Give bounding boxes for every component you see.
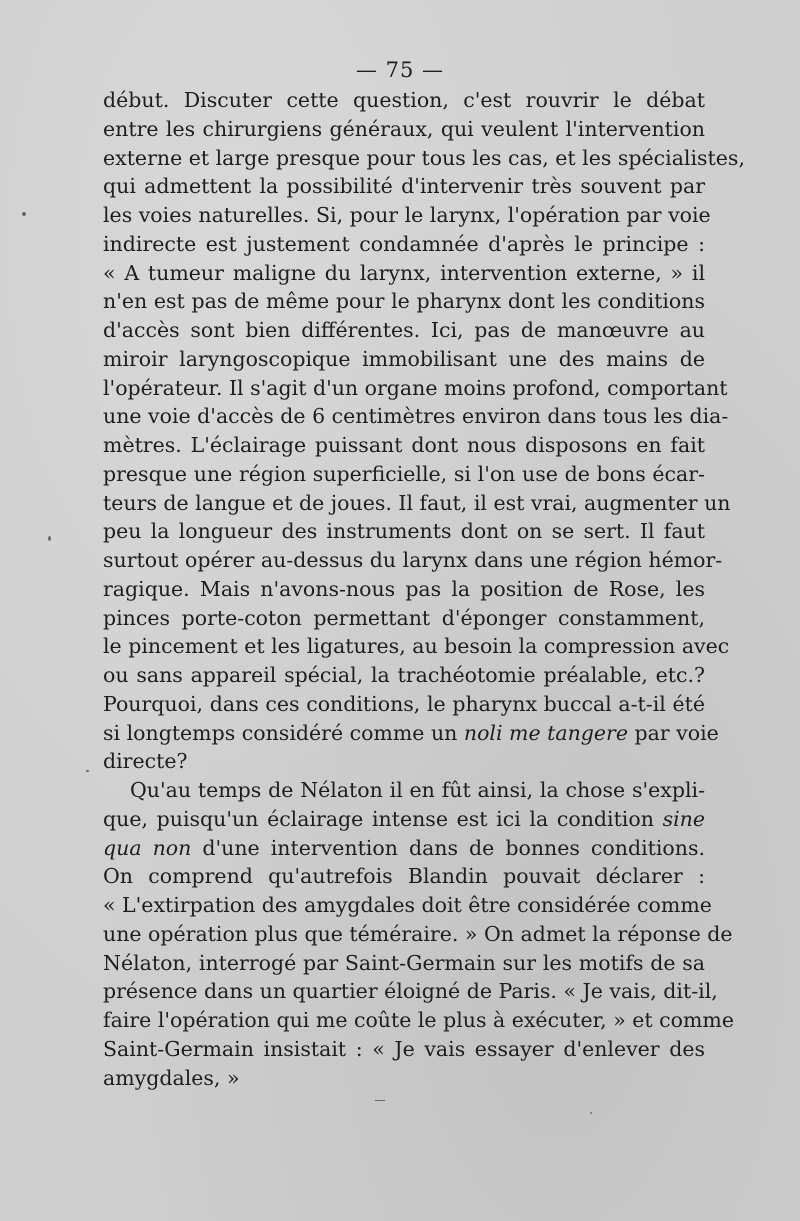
text-line: faire l'opération qui me coûte le plus à exécuter, » et comme	[103, 1008, 734, 1032]
text-line: On comprend qu'autrefois Blandin pouvait déclarer :	[103, 864, 705, 889]
text-line: présence dans un quartier éloigné de Paris. « Je vais, dit-il,	[103, 979, 718, 1004]
text-line: qui admettent la possibilité d'intervenir très souvent par	[103, 174, 705, 199]
text-line: amygdales, »	[103, 1065, 240, 1090]
paragraph-2	[103, 776, 734, 1092]
body-text	[103, 86, 745, 1092]
text-line: presque une région superficielle, si l'on use de bons écar-	[103, 461, 705, 486]
text-line: Pourquoi, dans ces conditions, le pharynx buccal a-t-il été	[103, 691, 705, 716]
text-line: peu la longueur des instruments dont on se sert. Il faut	[103, 519, 705, 544]
text-line: « A tumeur maligne du larynx, intervention externe, » il	[103, 260, 705, 285]
text-line: Saint-Germain insistait : « Je vais essayer d'enlever des	[103, 1036, 705, 1061]
text-line: le pincement et les ligatures, au besoin la compression avec	[103, 634, 730, 659]
text-line: Qu'au temps de Nélaton il en fût ainsi, la chose s'expli-	[130, 778, 705, 802]
text-run: par voie	[628, 720, 719, 745]
latin-phrase-italic: qua non	[103, 835, 192, 860]
text-line	[103, 805, 705, 834]
paper-speck	[375, 1100, 385, 1101]
text-line: une opération plus que téméraire. » On admet la réponse de	[103, 921, 733, 946]
text-line: « L'extirpation des amygdales doit être considérée comme	[103, 893, 712, 917]
text-run: que, puisqu'un éclairage intense est ici la condition	[103, 806, 663, 831]
paper-speck	[48, 536, 51, 541]
paper-speck	[590, 1112, 592, 1114]
text-run: d'une intervention dans de bonnes conditions.	[191, 835, 705, 860]
text-line: miroir laryngoscopique immobilisant une des mains de	[103, 346, 705, 371]
text-line: une voie d'accès de 6 centimètres environ dans tous les dia-	[103, 404, 729, 429]
text-line: mètres. L'éclairage puissant dont nous disposons en fait	[103, 433, 705, 457]
text-line: pinces porte-coton permettant d'éponger constamment,	[103, 605, 705, 630]
text-line: externe et large presque pour tous les cas, et les spécialistes,	[103, 145, 745, 170]
text-line: indirecte est justement condamnée d'après le principe :	[103, 231, 705, 256]
text-line: ou sans appareil spécial, la trachéotomie préalable, etc.?	[103, 663, 705, 687]
text-line: Nélaton, interrogé par Saint-Germain sur les motifs de sa	[103, 950, 705, 975]
text-line	[103, 834, 705, 863]
latin-phrase-italic: noli me tangere	[463, 720, 628, 745]
text-run: si longtemps considéré comme un	[103, 720, 464, 745]
text-line: début. Discuter cette question, c'est rouvrir le débat	[103, 88, 705, 112]
text-line: ragique. Mais n'avons-nous pas la position de Rose, les	[103, 576, 705, 601]
text-line: n'en est pas de même pour le pharynx dont les conditions	[103, 289, 705, 314]
paragraph-1	[103, 86, 745, 776]
text-line: l'opérateur. Il s'agit d'un organe moins profond, comportant	[103, 375, 728, 400]
text-line: d'accès sont bien différentes. Ici, pas de manœuvre au	[103, 318, 705, 342]
latin-phrase-italic: sine	[662, 806, 705, 831]
text-line: teurs de langue et de joues. Il faut, il est vrai, augmenter un	[103, 490, 731, 515]
paper-speck	[86, 770, 89, 772]
text-line	[103, 719, 719, 748]
text-line: surtout opérer au-dessus du larynx dans une région hémor-	[103, 548, 723, 572]
page-number: — 75 —	[355, 58, 445, 82]
text-line: entre les chirurgiens généraux, qui veulent l'intervention	[103, 116, 705, 141]
paper-speck	[22, 212, 26, 216]
text-line: directe?	[103, 749, 188, 774]
text-line: les voies naturelles. Si, pour le larynx, l'opération par voie	[103, 203, 711, 227]
